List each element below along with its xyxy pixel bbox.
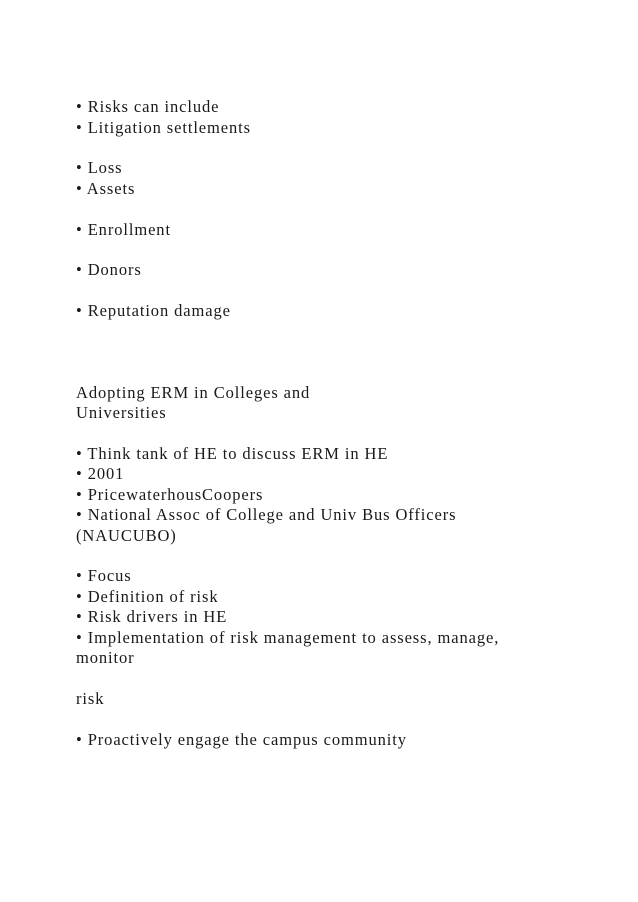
bullet-implementation-continued: monitor: [76, 648, 135, 667]
section-heading-line-2: Universities: [76, 403, 167, 422]
section-heading-line-1: Adopting ERM in Colleges and: [76, 383, 311, 402]
bullet-risk-drivers: • Risk drivers in HE: [76, 607, 228, 626]
bullet-enrollment: • Enrollment: [76, 220, 171, 239]
bullet-national-assoc: • National Assoc of College and Univ Bus Officers: [76, 505, 457, 524]
bullet-implementation: • Implementation of risk management to assess, manage,: [76, 628, 500, 647]
bullet-risks-can-include: • Risks can include: [76, 97, 220, 116]
bullet-definition-of-risk: • Definition of risk: [76, 587, 219, 606]
bullet-national-assoc-continued: (NAUCUBO): [76, 526, 177, 545]
bullet-proactively-engage: • Proactively engage the campus community: [76, 730, 407, 749]
text-risk: risk: [76, 689, 105, 708]
bullet-assets: • Assets: [76, 179, 136, 198]
bullet-2001: • 2001: [76, 464, 125, 483]
bullet-reputation-damage: • Reputation damage: [76, 301, 231, 320]
bullet-donors: • Donors: [76, 260, 142, 279]
bullet-focus: • Focus: [76, 566, 132, 585]
bullet-pricewaterhouscoopers: • PricewaterhousCoopers: [76, 485, 264, 504]
bullet-think-tank: • Think tank of HE to discuss ERM in HE: [76, 444, 389, 463]
bullet-litigation-settlements: • Litigation settlements: [76, 118, 251, 137]
bullet-loss: • Loss: [76, 158, 123, 177]
